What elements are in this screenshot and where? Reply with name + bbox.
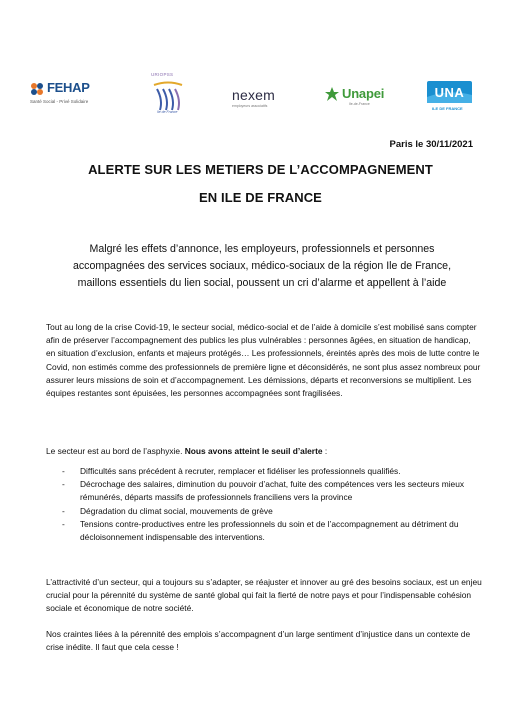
list-bullet: - xyxy=(62,466,65,476)
fehap-flower-icon xyxy=(30,82,44,96)
list-bullet: - xyxy=(62,505,65,516)
list-item-text: Difficultés sans précédent à recruter, remplacer et fidéliser les professionnels qualifiés. xyxy=(80,466,401,476)
list-bullet: - xyxy=(62,518,65,529)
fehap-name: FEHAP xyxy=(47,80,90,95)
intro-paragraph: Malgré les effets d’annonce, les employeurs, professionnels et personnes accompagnées des services sociaux, médico-sociaux de la région Ile de France, maillons essentiels du lien social, poussent un cri d’alarme et appellent à l’aide xyxy=(72,243,452,289)
uriopss-name: URIOPSS xyxy=(151,72,174,77)
unapei-tagline: Ile-de-France xyxy=(349,102,370,106)
document-title-line-1: ALERTE SUR LES METIERS DE L’ACCOMPAGNEMENT xyxy=(88,162,433,177)
list-item-text: Décrochage des salaires, diminution du pouvoir d’achat, fuite des compétences vers les secteurs mieux rémunérés, départs massifs de professionnels franciliens vers la province xyxy=(80,479,465,503)
asphyxia-colon: : xyxy=(322,446,328,456)
unapei-logo xyxy=(323,76,397,116)
asphyxia-lead: Le secteur est au bord de l’asphyxie. xyxy=(46,446,185,456)
unapei-name: Unapei xyxy=(342,86,385,101)
partner-logos xyxy=(30,72,492,116)
list-item xyxy=(62,465,482,478)
alert-threshold-emphasis: Nous avons atteint le seuil d’alerte xyxy=(184,446,323,456)
paragraph-asphyxia xyxy=(46,445,482,458)
list-item xyxy=(62,518,482,544)
una-logo xyxy=(427,76,479,116)
fehap-tagline: Santé Social - Privé Solidaire xyxy=(30,99,89,104)
paragraph-attractiveness: L’attractivité d’un secteur, qui a toujours su s’adapter, se réajuster et innover au gré des besoins sociaux, est un enjeu crucial pour la pérennité du système de santé global qui fait la fierté de notre pays et pour l’indispensable cohésion sociale et économique de notre société. xyxy=(46,577,482,614)
paragraph-concerns: Nos craintes liées à la pérennité des emplois s’accompagnent d’un large sentiment d’injustice dans un contexte de crise inédite. Il faut que cela cesse ! xyxy=(46,629,471,653)
issues-list xyxy=(62,465,482,544)
unapei-people-icon xyxy=(323,85,341,103)
uriopss-logo xyxy=(145,72,189,116)
document-title-line-2: EN ILE DE FRANCE xyxy=(199,190,322,205)
uriopss-tagline: Ile de France xyxy=(157,110,178,114)
una-tagline: ILE DE FRANCE xyxy=(432,106,463,111)
nexem-logo xyxy=(232,76,302,116)
nexem-tagline: employeurs associatifs xyxy=(232,104,268,108)
list-item-text: Tensions contre-productives entre les professionnels du soin et de l’accompagnement au détriment du décloisonnement indispensable des interventions. xyxy=(80,518,459,543)
fehap-logo xyxy=(30,76,110,116)
list-item xyxy=(62,478,482,504)
uriopss-waves-icon xyxy=(151,80,185,112)
paragraph-covid-crisis: Tout au long de la crise Covid-19, le secteur social, médico-social et de l’aide à domicile s’est mobilisé sans compter afin de préserver l’accompagnement des publics les plus vulnérables : personnes âgées, en situation de handicap, en situation d’exclusion, enfants et majeurs protégés… Les professionnels, éreintés après des mois de lutte contre le Covid, non estimés comme des professionnels de première ligne et déconsidérés, ne sont plus assez nombreux pour assurer leurs missions de soin et d’accompagnement. Les démissions, départs et reconversions se multiplient. Les équipes restantes sont épuisées, les personnes accompagnées sont fragilisées. xyxy=(46,322,481,399)
nexem-name: nexem xyxy=(232,87,276,103)
list-item-text: Dégradation du climat social, mouvements de grève xyxy=(80,505,273,516)
list-item xyxy=(62,505,482,518)
document-date: Paris le 30/11/2021 xyxy=(389,139,473,150)
una-name: UNA xyxy=(434,85,465,100)
list-bullet: - xyxy=(62,479,65,490)
